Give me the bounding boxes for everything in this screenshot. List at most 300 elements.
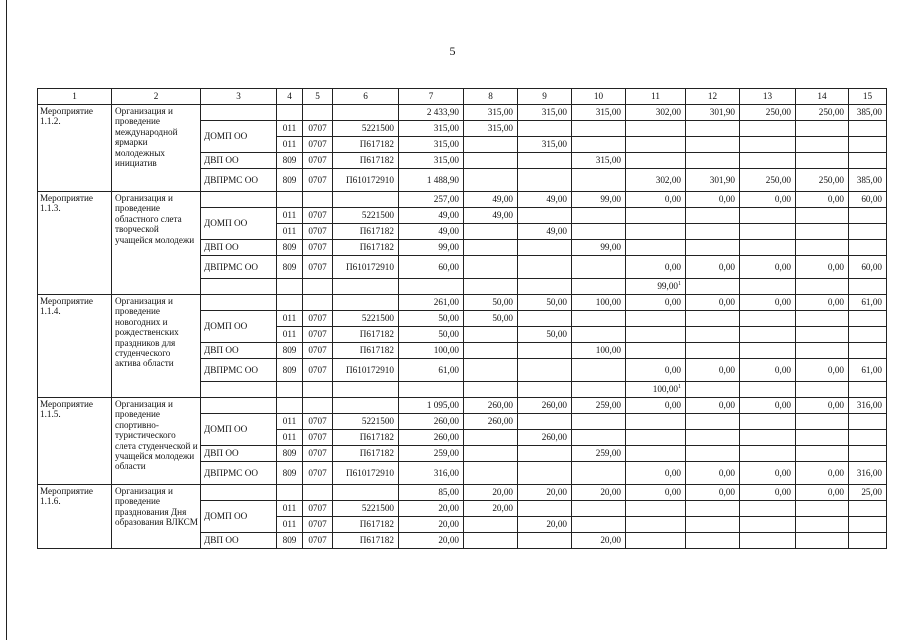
event-description: Организация и проведение областного слета творческой учащейся молодежи (112, 192, 201, 295)
amount-value: 250,00 (818, 174, 844, 185)
section-code (303, 485, 333, 501)
amount-cell (572, 295, 626, 311)
amount-cell (686, 295, 740, 311)
left-margin-line (6, 0, 7, 640)
amount-value: 25,00 (861, 487, 882, 498)
amount-cell (740, 169, 796, 192)
amount-cell (464, 462, 518, 485)
amount-value: 385,00 (856, 174, 882, 185)
amount-value: 1 488,90 (426, 174, 459, 185)
amount-cell (796, 153, 849, 169)
event-description: Организация и проведение международной ярмарки молодежных инициатив (112, 105, 201, 192)
amount-cell (518, 430, 572, 446)
column-number-14: 14 (796, 89, 849, 105)
amount-value: 259,00 (595, 400, 621, 411)
amount-value: 61,00 (861, 297, 882, 308)
source-cell (201, 398, 277, 414)
amount-cell (740, 208, 796, 224)
source-cell: ДВП ОО (201, 446, 277, 462)
amount-value: 316,00 (856, 467, 882, 478)
amount-cell (849, 382, 887, 398)
amount-cell (740, 279, 796, 295)
amount-cell (626, 533, 686, 549)
amount-value: 50,00 (546, 329, 567, 340)
ministry-code (277, 192, 303, 208)
amount-cell (849, 462, 887, 485)
amount-cell (849, 240, 887, 256)
event-code: Мероприятие 1.1.6. (38, 485, 112, 549)
amount-cell (464, 153, 518, 169)
section-code: 0707 (303, 517, 333, 533)
amount-value: 0,00 (664, 297, 681, 308)
ministry-code (277, 105, 303, 121)
amount-cell (796, 485, 849, 501)
source-cell: ДВП ОО (201, 240, 277, 256)
amount-cell (740, 327, 796, 343)
amount-cell (626, 240, 686, 256)
target-code: 5221500 (333, 208, 399, 224)
ministry-code: 809 (277, 533, 303, 549)
amount-value: 0,00 (718, 400, 735, 411)
amount-cell (626, 327, 686, 343)
event-code: Мероприятие 1.1.3. (38, 192, 112, 295)
amount-cell (796, 398, 849, 414)
amount-cell (686, 533, 740, 549)
amount-cell (686, 501, 740, 517)
amount-cell (740, 485, 796, 501)
table-row (38, 398, 887, 414)
amount-cell (849, 105, 887, 121)
ministry-code: 809 (277, 343, 303, 359)
amount-cell (796, 533, 849, 549)
ministry-code (277, 295, 303, 311)
amount-cell (572, 256, 626, 279)
source-cell: ДОМП ОО (201, 501, 277, 533)
ministry-code (277, 279, 303, 295)
amount-cell (796, 382, 849, 398)
section-code: 0707 (303, 240, 333, 256)
ministry-code: 809 (277, 446, 303, 462)
column-number-8: 8 (464, 89, 518, 105)
amount-value: 100,00 (433, 345, 459, 356)
amount-cell (399, 462, 464, 485)
column-number-11: 11 (626, 89, 686, 105)
target-code (333, 279, 399, 295)
funding-table (37, 88, 887, 549)
amount-cell (796, 359, 849, 382)
amount-cell (849, 533, 887, 549)
amount-value: 50,00 (492, 313, 513, 324)
amount-cell (572, 343, 626, 359)
section-code: 0707 (303, 501, 333, 517)
section-code: 0707 (303, 430, 333, 446)
amount-cell (464, 169, 518, 192)
amount-cell (626, 517, 686, 533)
amount-cell (686, 240, 740, 256)
amount-value: 315,00 (487, 123, 513, 134)
amount-value: 316,00 (856, 400, 882, 411)
target-code: 5221500 (333, 121, 399, 137)
amount-cell (686, 169, 740, 192)
amount-cell (399, 501, 464, 517)
amount-cell (626, 192, 686, 208)
section-code: 0707 (303, 208, 333, 224)
amount-cell (796, 295, 849, 311)
table-row (38, 105, 887, 121)
event-code: Мероприятие 1.1.5. (38, 398, 112, 485)
amount-value: 0,00 (718, 467, 735, 478)
amount-cell (518, 398, 572, 414)
amount-cell (796, 105, 849, 121)
amount-cell (740, 359, 796, 382)
amount-cell (518, 485, 572, 501)
amount-cell (626, 208, 686, 224)
amount-cell (399, 121, 464, 137)
amount-value: 50,00 (438, 313, 459, 324)
amount-cell (740, 398, 796, 414)
amount-value: 260,00 (433, 416, 459, 427)
amount-cell (518, 240, 572, 256)
column-number-15: 15 (849, 89, 887, 105)
amount-cell (796, 137, 849, 153)
section-code: 0707 (303, 153, 333, 169)
amount-cell (399, 446, 464, 462)
section-code (303, 382, 333, 398)
target-code: П610172910 (333, 359, 399, 382)
amount-value: 302,00 (655, 107, 681, 118)
amount-cell (626, 256, 686, 279)
amount-cell (399, 295, 464, 311)
amount-cell (464, 192, 518, 208)
ministry-code: 809 (277, 359, 303, 382)
amount-cell (399, 169, 464, 192)
section-code (303, 279, 333, 295)
amount-cell (849, 153, 887, 169)
amount-cell (518, 327, 572, 343)
event-description: Организация и проведение спортивно-туристического слета студенческой и учащейся молодежи области (112, 398, 201, 485)
amount-cell (399, 359, 464, 382)
amount-cell (740, 295, 796, 311)
column-number-12: 12 (686, 89, 740, 105)
column-number-7: 7 (399, 89, 464, 105)
section-code: 0707 (303, 343, 333, 359)
target-code (333, 295, 399, 311)
amount-cell (740, 430, 796, 446)
amount-value: 315,00 (433, 139, 459, 150)
amount-cell (849, 169, 887, 192)
amount-cell (796, 121, 849, 137)
ministry-code: 011 (277, 517, 303, 533)
amount-value: 49,00 (438, 210, 459, 221)
event-code: Мероприятие 1.1.4. (38, 295, 112, 398)
amount-cell (464, 414, 518, 430)
amount-cell (572, 192, 626, 208)
amount-cell (518, 224, 572, 240)
amount-cell (572, 105, 626, 121)
target-code (333, 485, 399, 501)
source-cell: ДВПРМС ОО (201, 359, 277, 382)
amount-value: 0,00 (664, 194, 681, 205)
amount-value: 0,00 (827, 364, 844, 375)
amount-cell (626, 137, 686, 153)
amount-cell (572, 398, 626, 414)
amount-cell (740, 240, 796, 256)
ministry-code: 809 (277, 169, 303, 192)
amount-value: 0,00 (827, 297, 844, 308)
amount-cell (464, 533, 518, 549)
section-code: 0707 (303, 137, 333, 153)
amount-cell (464, 256, 518, 279)
source-cell (201, 295, 277, 311)
amount-value: 0,00 (774, 194, 791, 205)
target-code: П617182 (333, 240, 399, 256)
source-cell: ДВП ОО (201, 343, 277, 359)
amount-cell (572, 208, 626, 224)
amount-cell (572, 414, 626, 430)
source-cell: ДОМП ОО (201, 208, 277, 240)
amount-cell (572, 311, 626, 327)
source-cell: ДВП ОО (201, 153, 277, 169)
amount-cell (572, 446, 626, 462)
amount-cell (399, 208, 464, 224)
footnote-mark: 1 (678, 384, 681, 391)
amount-value: 259,00 (433, 448, 459, 459)
amount-cell (849, 208, 887, 224)
amount-cell (796, 327, 849, 343)
amount-value: 0,00 (718, 487, 735, 498)
ministry-code (277, 398, 303, 414)
amount-cell (464, 430, 518, 446)
section-code (303, 398, 333, 414)
amount-value: 260,00 (541, 432, 567, 443)
column-number-1: 1 (38, 89, 112, 105)
amount-cell (399, 430, 464, 446)
amount-cell (464, 224, 518, 240)
amount-cell (518, 382, 572, 398)
section-code (303, 295, 333, 311)
amount-cell (518, 446, 572, 462)
amount-cell (849, 311, 887, 327)
amount-value: 315,00 (541, 107, 567, 118)
amount-cell (849, 327, 887, 343)
amount-value: 0,00 (774, 467, 791, 478)
amount-cell (740, 414, 796, 430)
column-number-9: 9 (518, 89, 572, 105)
amount-cell (849, 224, 887, 240)
amount-value: 260,00 (487, 400, 513, 411)
amount-cell (849, 343, 887, 359)
amount-cell (572, 153, 626, 169)
section-code: 0707 (303, 446, 333, 462)
section-code: 0707 (303, 462, 333, 485)
amount-value: 2 433,90 (426, 107, 459, 118)
column-number-4: 4 (277, 89, 303, 105)
amount-cell (849, 192, 887, 208)
amount-cell (399, 224, 464, 240)
amount-cell (518, 343, 572, 359)
amount-value: 49,00 (492, 194, 513, 205)
amount-value: 20,00 (600, 535, 621, 546)
amount-value: 257,00 (433, 194, 459, 205)
amount-value: 315,00 (433, 123, 459, 134)
amount-cell (626, 446, 686, 462)
target-code: П617182 (333, 153, 399, 169)
amount-cell (572, 279, 626, 295)
section-code: 0707 (303, 327, 333, 343)
amount-value: 60,00 (861, 194, 882, 205)
amount-value: 315,00 (595, 107, 621, 118)
amount-cell (796, 256, 849, 279)
section-code (303, 105, 333, 121)
ministry-code (277, 485, 303, 501)
amount-cell (740, 153, 796, 169)
amount-cell (686, 462, 740, 485)
amount-cell (464, 485, 518, 501)
ministry-code: 011 (277, 414, 303, 430)
amount-cell (686, 430, 740, 446)
amount-cell (464, 398, 518, 414)
amount-value: 250,00 (765, 174, 791, 185)
amount-cell (686, 224, 740, 240)
amount-value: 0,00 (827, 467, 844, 478)
ministry-code: 011 (277, 311, 303, 327)
amount-cell (399, 533, 464, 549)
amount-cell (626, 430, 686, 446)
amount-cell (626, 382, 686, 398)
amount-cell (740, 501, 796, 517)
amount-cell (740, 192, 796, 208)
amount-cell (626, 279, 686, 295)
ministry-code: 809 (277, 462, 303, 485)
ministry-code: 011 (277, 224, 303, 240)
amount-cell (849, 517, 887, 533)
ministry-code: 011 (277, 430, 303, 446)
amount-value: 0,00 (718, 194, 735, 205)
amount-value: 0,00 (827, 487, 844, 498)
event-code: Мероприятие 1.1.2. (38, 105, 112, 192)
amount-cell (626, 359, 686, 382)
amount-cell (399, 343, 464, 359)
amount-cell (796, 462, 849, 485)
amount-cell (464, 446, 518, 462)
amount-cell (399, 327, 464, 343)
target-code: П610172910 (333, 462, 399, 485)
ministry-code: 011 (277, 208, 303, 224)
amount-value: 61,00 (438, 364, 459, 375)
amount-cell (399, 311, 464, 327)
target-code: П610172910 (333, 169, 399, 192)
source-cell (201, 279, 277, 295)
amount-cell (796, 192, 849, 208)
amount-cell (399, 414, 464, 430)
amount-value: 0,00 (664, 400, 681, 411)
amount-cell (572, 169, 626, 192)
amount-cell (849, 485, 887, 501)
ministry-code: 809 (277, 256, 303, 279)
amount-cell (399, 517, 464, 533)
amount-cell (740, 137, 796, 153)
source-cell (201, 192, 277, 208)
target-code: П617182 (333, 343, 399, 359)
amount-cell (399, 105, 464, 121)
amount-cell (849, 359, 887, 382)
amount-value: 100,00 (595, 297, 621, 308)
amount-value: 315,00 (433, 155, 459, 166)
column-number-13: 13 (740, 89, 796, 105)
amount-value: 100,00 (595, 345, 621, 356)
amount-cell (626, 153, 686, 169)
amount-value: 0,00 (664, 261, 681, 272)
amount-cell (796, 414, 849, 430)
amount-cell (464, 311, 518, 327)
amount-cell (572, 359, 626, 382)
ministry-code: 011 (277, 327, 303, 343)
amount-value: 0,00 (718, 261, 735, 272)
amount-cell (796, 279, 849, 295)
target-code: П617182 (333, 446, 399, 462)
amount-cell (464, 240, 518, 256)
source-cell: ДВПРМС ОО (201, 169, 277, 192)
amount-value: 0,00 (774, 364, 791, 375)
amount-value: 315,00 (595, 155, 621, 166)
source-cell: ДВПРМС ОО (201, 462, 277, 485)
amount-value: 315,00 (541, 139, 567, 150)
amount-cell (518, 256, 572, 279)
source-cell (201, 485, 277, 501)
amount-cell (849, 279, 887, 295)
amount-value: 20,00 (492, 487, 513, 498)
amount-cell (518, 414, 572, 430)
amount-value: 261,00 (433, 297, 459, 308)
amount-value: 302,00 (655, 174, 681, 185)
amount-cell (464, 327, 518, 343)
amount-cell (399, 485, 464, 501)
amount-cell (572, 501, 626, 517)
amount-cell (626, 343, 686, 359)
amount-cell (686, 256, 740, 279)
amount-cell (686, 137, 740, 153)
amount-cell (626, 224, 686, 240)
amount-value: 20,00 (438, 503, 459, 514)
amount-cell (740, 256, 796, 279)
amount-cell (796, 501, 849, 517)
amount-cell (572, 517, 626, 533)
ministry-code: 809 (277, 153, 303, 169)
target-code: П617182 (333, 224, 399, 240)
target-code: П617182 (333, 137, 399, 153)
target-code: П617182 (333, 327, 399, 343)
amount-value: 50,00 (492, 297, 513, 308)
source-cell: ДОМП ОО (201, 414, 277, 446)
amount-cell (518, 311, 572, 327)
amount-cell (796, 517, 849, 533)
amount-cell (464, 137, 518, 153)
amount-cell (518, 137, 572, 153)
target-code (333, 398, 399, 414)
amount-cell (464, 208, 518, 224)
page-number: 5 (449, 44, 456, 58)
section-code (303, 192, 333, 208)
amount-value: 99,00 (438, 242, 459, 253)
amount-cell (686, 485, 740, 501)
amount-value: 49,00 (492, 210, 513, 221)
amount-value: 0,00 (774, 297, 791, 308)
amount-cell (686, 327, 740, 343)
amount-cell (464, 343, 518, 359)
amount-value: 259,00 (595, 448, 621, 459)
amount-cell (686, 446, 740, 462)
amount-cell (740, 462, 796, 485)
